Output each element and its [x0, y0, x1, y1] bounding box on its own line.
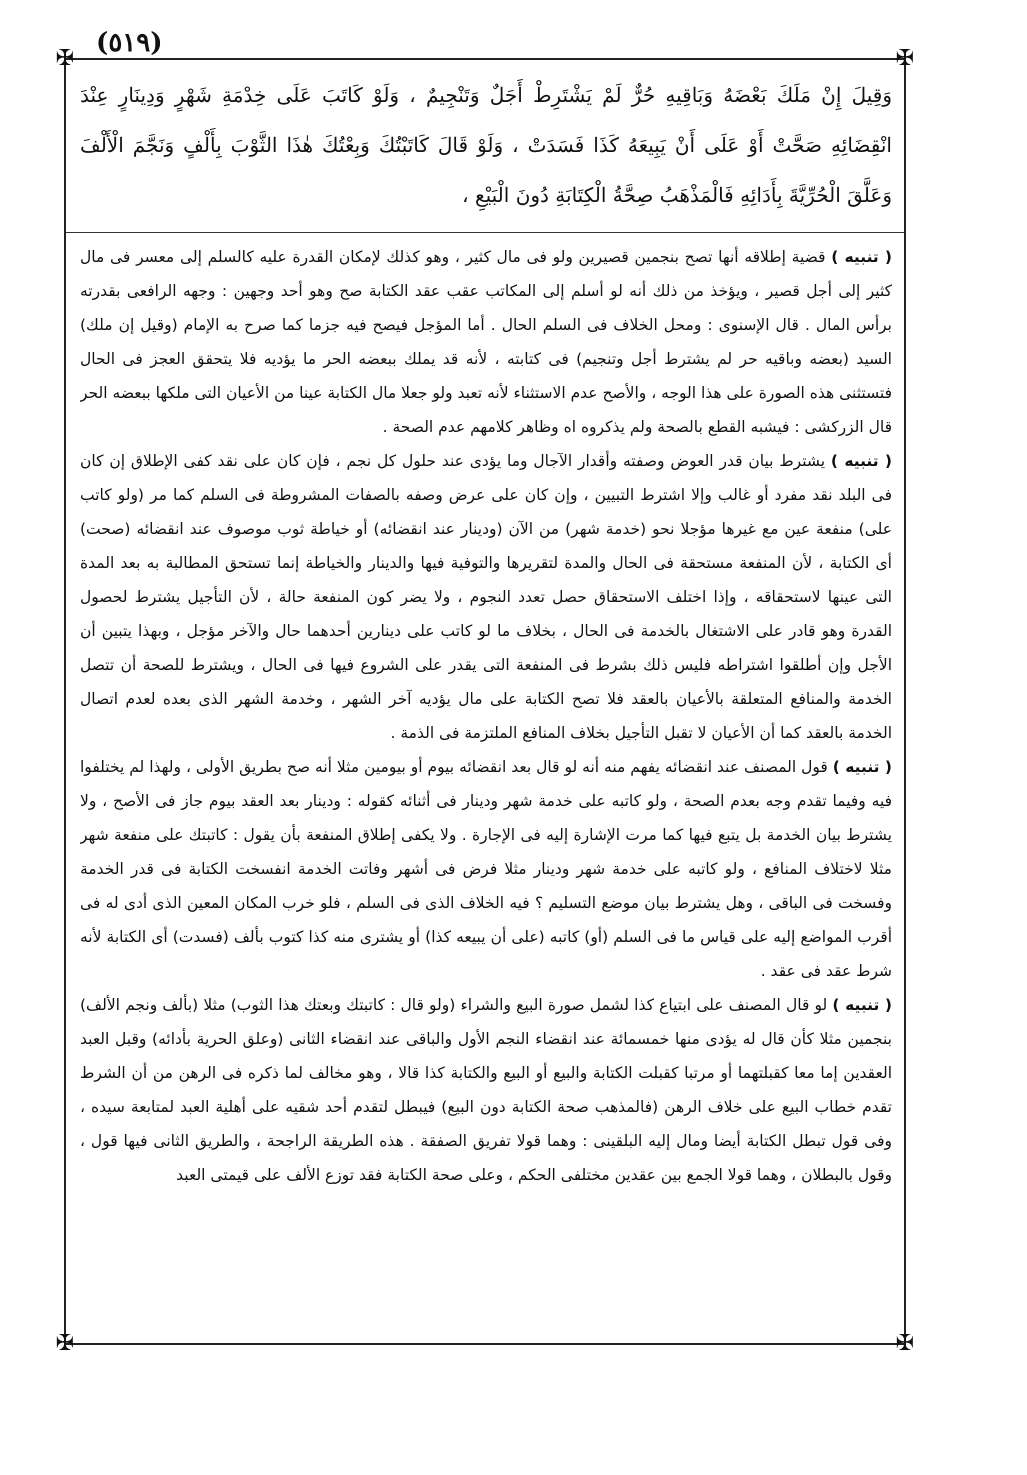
frame-top-rule: [64, 58, 906, 60]
tanbih-heading: ( تنبيه ): [831, 248, 892, 266]
ornamental-cross-icon: ✠: [55, 46, 75, 71]
tanbih-heading: ( تنبيه ): [832, 996, 892, 1014]
sharh-commentary: [80, 240, 892, 1335]
sharh-paragraph-text: لو قال المصنف على ابتياع كذا لشمل صورة البيع والشراء (ولو قال : كاتبتك وبعتك هذا الثوب) مثلا (بألف ونجم الألف) بنجمين مثلا كأن قال له يؤدى منها خمسمائة عند انقضاء النجم الأول والباقى عند انقضاء الثانى (وعلق الحرية بأدائه) وقبل العبد العقدين إما معا كقبلتهما أو مرتبا كقبلت الكتابة والبيع أو البيع والكتابة كذا قالا ، وهو مخالف لما ذكره فى الرهن من أن الشرط تقدم خطاب البيع على خلاف الرهن (فالمذهب صحة الكتابة دون البيع) فيبطل لتقدم أحد شقيه على أهلية العبد لمتابعة سيده ، وفى قول تبطل الكتابة أيضا ومال إليه البلقينى : وهما قولا تفريق الصفقة . هذه الطريقة الراجحة ، والطريق الثانى فيها قول ، وقول بالبطلان ، وهما قولا الجمع بين عقدين مختلفى الحكم ، وعلى صحة الكتابة فقد توزع الألف على قيمتى العبد: [80, 996, 892, 1184]
sharh-paragraph: [80, 750, 892, 988]
frame-bottom-rule: [64, 1343, 906, 1345]
sharh-paragraph: [80, 444, 892, 750]
frame-right-rule: [904, 52, 906, 1347]
sharh-paragraph-text: قضية إطلاقه أنها تصح بنجمين قصيرين ولو فى مال كثير ، وهو كذلك لإمكان القدرة عليه كالسلم إلى معسر فى مال كثير إلى أجل قصير ، ويؤخذ من ذلك أنه لو أسلم إلى المكاتب عقب عقد الكتابة صح وهو أحد وجهين : وجهه الرافعى بقدرته برأس المال . قال الإسنوى : ومحل الخلاف فى السلم الحال . أما المؤجل فيصح فيه جزما كما صرح به الإمام (وقيل إن ملك) السيد (بعضه وباقيه حر لم يشترط أجل وتنجيم) فى كتابته ، لأنه قد يملك ببعضه الحر ما يؤديه فلا يتحقق العجز فى الحال فتستثنى هذه الصورة على هذا الوجه ، والأصح عدم الاستثناء لأنه تعبد ولو جعلا مال الكتابة عينا من الأعيان التى ملكها ببعضه الحر قال الزركشى : فيشبه القطع بالصحة ولم يذكروه اه وظاهر كلامهم عدم الصحة .: [80, 248, 892, 436]
ornamental-cross-icon: ✠: [55, 1331, 75, 1356]
tanbih-heading: ( تنبيه ): [830, 452, 892, 470]
matn-text-block: [80, 70, 892, 226]
sharh-paragraph: [80, 240, 892, 444]
matn-paragraph: وَقِيلَ إِنْ مَلَكَ بَعْضَهُ وَبَاقِيهِ حُرٌّ لَمْ يَشْتَرِطْ أَجَلٌ وَتَنْجِيمٌ ، وَلَوْ كَاتَبَ عَلَى خِدْمَةِ شَهْرٍ وَدِينَارٍ عِنْدَ انْقِضَائِهِ صَحَّتْ أَوْ عَلَى أَنْ يَبِيعَهُ كَذَا فَسَدَتْ ، وَلَوْ قَالَ كَاتَبْتُكَ وَبِعْتُكَ هٰذَا الثَّوْبَ بِأَلْفٍ وَنَجَّمَ الْأَلْفَ وَعَلَّقَ الْحُرِّيَّةَ بِأَدَائِهِ فَالْمَذْهَبُ صِحَّةُ الْكِتَابَةِ دُونَ الْبَيْعِ ،: [80, 83, 892, 207]
ornamental-cross-icon: ✠: [895, 46, 915, 71]
tanbih-heading: ( تنبيه ): [832, 758, 892, 776]
sharh-paragraph-text: يشترط بيان قدر العوض وصفته وأقدار الآجال وما يؤدى عند حلول كل نجم ، فإن كان على نقد كفى الإطلاق إن كان فى البلد نقد مفرد أو غالب وإلا اشترط التبيين ، وإن كان على عرض وصفه بالصفات المشروطة فى السلم كما مر (ولو كاتب على) منفعة عين مع غيرها مؤجلا نحو (خدمة شهر) من الآن (ودينار عند انقضائه) أو خياطة ثوب موصوف عند انقضائه (صحت) أى الكتابة ، لأن المنفعة مستحقة فى الحال والمدة لتقريرها والتوفية فيها والدينار والخياطة إنما تستحق المطالبة به بعد المدة التى عينها لاستحقاقه ، وإذا اختلف الاستحقاق حصل تعدد النجوم ، ولا يضر كون المنفعة حالة ، لأن التأجيل يشترط لحصول القدرة وهو قادر على الاشتغال بالخدمة فى الحال ، بخلاف ما لو كاتب على دينارين أحدهما حال والآخر مؤجل ، وبهذا يتبين أن الأجل وإن أطلقوا اشتراطه فليس ذلك بشرط فى المنفعة التى يقدر على الشروع فيها فى الحال ، ويشترط للصحة أن تتصل الخدمة والمنافع المتعلقة بالأعيان بالعقد فلا تصح الكتابة على مال يؤديه آخر الشهر ، وخدمة الشهر الذى بعده لعدم اتصال الخدمة بالعقد كما أن الأعيان لا تقبل التأجيل بخلاف المنافع الملتزمة فى الذمة .: [80, 452, 892, 742]
sharh-paragraph-text: قول المصنف عند انقضائه يفهم منه أنه لو قال بعد انقضائه بيوم أو بيومين مثلا أنه صح بطريق الأولى ، ولهذا لم يختلفوا فيه وفيما تقدم وجه بعدم الصحة ، ولو كاتبه على خدمة شهر ودينار فى أثنائه كقوله : ودينار بعد العقد بيوم جاز فى الأصح ، ولا يشترط بيان الخدمة بل يتبع فيها كما مرت الإشارة إليه فى الإجارة . ولا يكفى إطلاق المنفعة بأن يقول : كاتبتك على منفعة شهر مثلا لاختلاف المنافع ، ولو كاتبه على خدمة شهر ودينار مثلا فرض فى أشهر وفاتت الخدمة انفسخت الكتابة فى قدر الخدمة وفسخت فى الباقى ، وهل يشترط بيان موضع التسليم ؟ فيه الخلاف الذى فى السلم ، فلو خرب المكان المعين الذى أدى له فى أقرب المواضع إليه على قياس ما فى السلم (أو) كاتبه (على أن يبيعه كذا) أو يشترى منه كذا كتوب بألف (فسدت) أى الكتابة لأنه شرط عقد فى عقد .: [80, 758, 892, 980]
ornamental-cross-icon: ✠: [895, 1331, 915, 1356]
frame-left-rule: [64, 52, 66, 1347]
matn-sharh-divider: [66, 232, 904, 233]
sharh-paragraph: [80, 988, 892, 1192]
page-number: (٥١٩): [96, 28, 163, 58]
